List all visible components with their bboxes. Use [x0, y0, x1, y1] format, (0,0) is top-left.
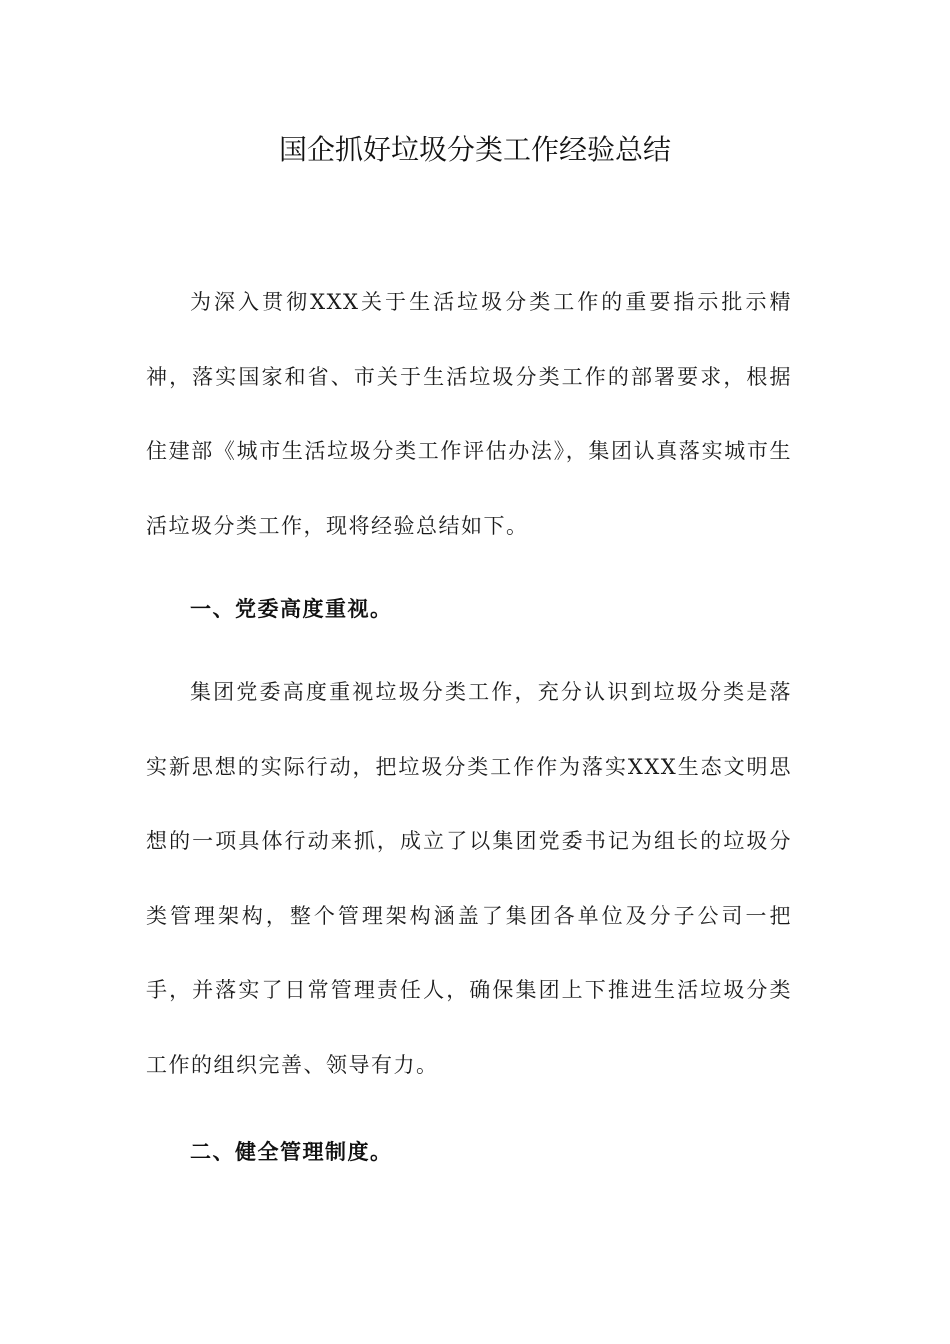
section-heading-2: 二、健全管理制度。 [190, 1140, 393, 1164]
document-title: 国企抓好垃圾分类工作经验总结 [278, 133, 671, 166]
intro-paragraph: 为深入贯彻XXX关于生活垃圾分类工作的重要指示批示精神，落实国家和省、市关于生活垃圾分类工作的部署要求，根据住建部《城市生活垃圾分类工作评估办法》，集团认真落实城市生活垃圾分类工作，现将经验总结如下。 [146, 290, 792, 538]
section-heading-1: 一、党委高度重视。 [190, 597, 393, 621]
section-1-paragraph: 集团党委高度重视垃圾分类工作，充分认识到垃圾分类是落实新思想的实际行动，把垃圾分类工作作为落实XXX生态文明思想的一项具体行动来抓，成立了以集团党委书记为组长的垃圾分类管理架构，整个管理架构涵盖了集团各单位及分子公司一把手，并落实了日常管理责任人，确保集团上下推进生活垃圾分类工作的组织完善、领导有力。 [146, 680, 792, 1077]
